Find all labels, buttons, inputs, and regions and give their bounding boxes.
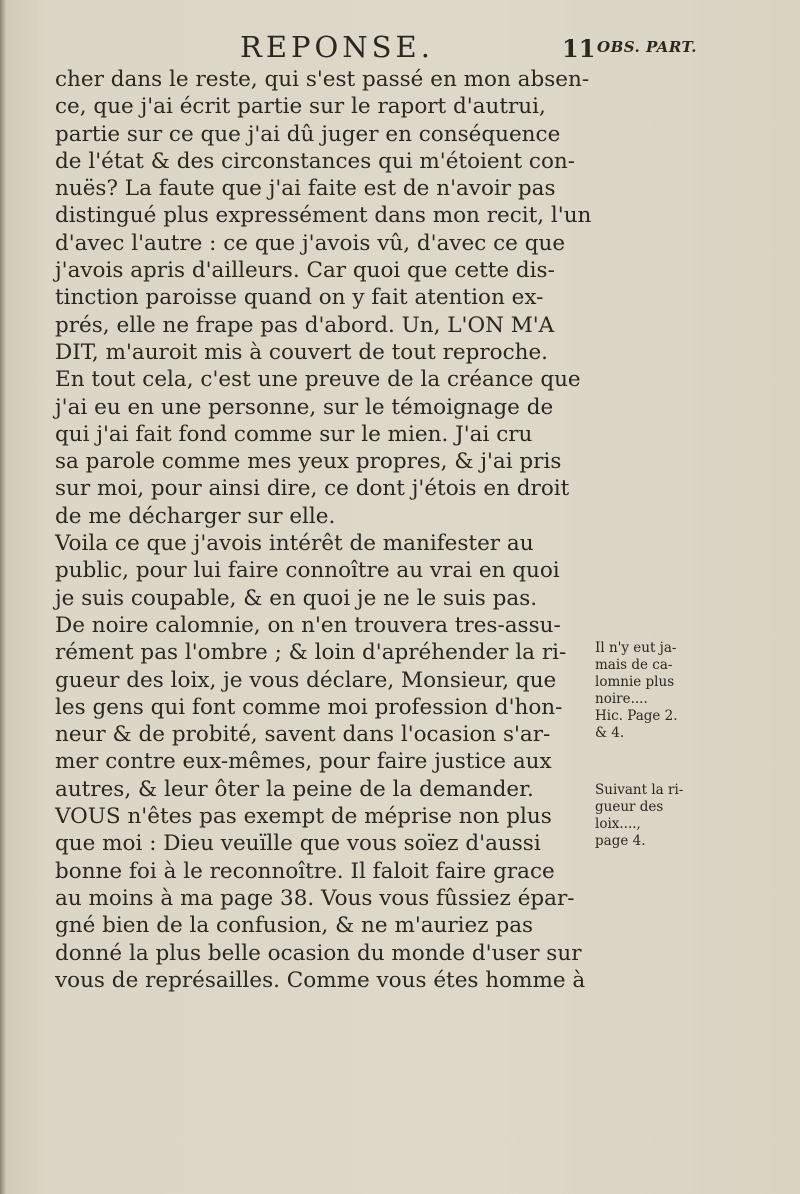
text-line: rément pas l'ombre ; & loin d'apréhender la ri-: [55, 640, 567, 666]
text-line: prés, elle ne frape pas d'abord. Un, L'ON M'A: [55, 312, 555, 338]
margin-note-line: & 4.: [595, 725, 625, 741]
text-line: j'avois apris d'ailleurs. Car quoi que cette dis-: [55, 258, 555, 284]
margin-note-line: Il n'y eut ja-: [595, 640, 677, 656]
margin-note-line: loix....,: [595, 816, 641, 832]
text-line: gné bien de la confusion, & ne m'auriez pas: [55, 913, 534, 939]
text-line: sa parole comme mes yeux propres, & j'ai pris: [55, 449, 562, 475]
text-line: mer contre eux-mêmes, pour faire justice aux: [55, 749, 552, 775]
margin-note-line: page 4.: [595, 833, 646, 849]
margin-note-line: mais de ca-: [595, 657, 673, 673]
text-line: De noire calomnie, on n'en trouvera tres-assu-: [55, 612, 561, 638]
text-line: Voila ce que j'avois intérêt de manifester au: [55, 531, 534, 557]
margin-note-line: Hic. Page 2.: [595, 708, 678, 724]
text-line: d'avec l'autre : ce que j'avois vû, d'avec ce que: [55, 230, 566, 256]
text-line: distingué plus expressément dans mon recit, l'un: [55, 203, 592, 229]
text-line: au moins à ma page 38. Vous vous fûssiez épar-: [55, 885, 575, 911]
text-line: DIT, m'auroit mis à couvert de tout reproche.: [55, 339, 549, 365]
text-line: autres, & leur ôter la peine de la demander.: [55, 776, 534, 802]
section-mark: OBS. PART.: [597, 38, 697, 56]
text-line: public, pour lui faire connoître au vrai en quoi: [55, 558, 560, 584]
text-line: de me décharger sur elle.: [55, 503, 336, 529]
page-header: [0, 30, 800, 70]
text-line: cher dans le reste, qui s'est passé en mon absen-: [55, 67, 590, 92]
page-gutter-shadow: [0, 0, 6, 1194]
margin-note-line: noire....: [595, 691, 648, 707]
text-line: sur moi, pour ainsi dire, ce dont j'étois en droit: [55, 476, 570, 502]
page-number: 11: [562, 34, 596, 63]
margin-note-line: Suivant la ri-: [595, 782, 684, 798]
text-line: je suis coupable, & en quoi je ne le suis pas.: [55, 585, 538, 611]
text-line: que moi : Dieu veuïlle que vous soïez d'aussi: [55, 831, 541, 857]
text-line: les gens qui font comme moi profession d'hon-: [55, 694, 563, 720]
text-line: qui j'ai fait fond comme sur le mien. J'ai cru: [55, 421, 533, 447]
text-line: bonne foi à le reconnoître. Il faloit faire grace: [55, 858, 555, 884]
text-line: vous de représailles. Comme vous étes homme à: [55, 967, 586, 993]
text-line: En tout cela, c'est une preuve de la créance que: [55, 367, 581, 393]
text-line: nuës? La faute que j'ai faite est de n'avoir pas: [55, 176, 556, 202]
text-line: partie sur ce que j'ai dû juger en conséquence: [55, 121, 561, 147]
margin-note-calomnie: [595, 640, 705, 742]
text-line: tinction paroisse quand on y fait atention ex-: [55, 285, 544, 311]
margin-note-rigueur: [595, 782, 705, 850]
margin-note-line: lomnie plus: [595, 674, 675, 690]
text-line: ce, que j'ai écrit partie sur le raport d'autrui,: [55, 94, 546, 120]
text-line: donné la plus belle ocasion du monde d'user sur: [55, 940, 582, 966]
text-line: gueur des loix, je vous déclare, Monsieur, que: [55, 667, 557, 693]
body-text: [55, 66, 592, 994]
text-line: de l'état & des circonstances qui m'étoient con-: [55, 148, 576, 174]
text-line: VOUS n'êtes pas exempt de méprise non plus: [55, 804, 552, 830]
running-head: REPONSE.: [240, 30, 434, 64]
margin-note-line: gueur des: [595, 799, 664, 815]
text-line: j'ai eu en une personne, sur le témoignage de: [55, 394, 554, 420]
text-line: neur & de probité, savent dans l'ocasion s'ar-: [55, 722, 551, 748]
